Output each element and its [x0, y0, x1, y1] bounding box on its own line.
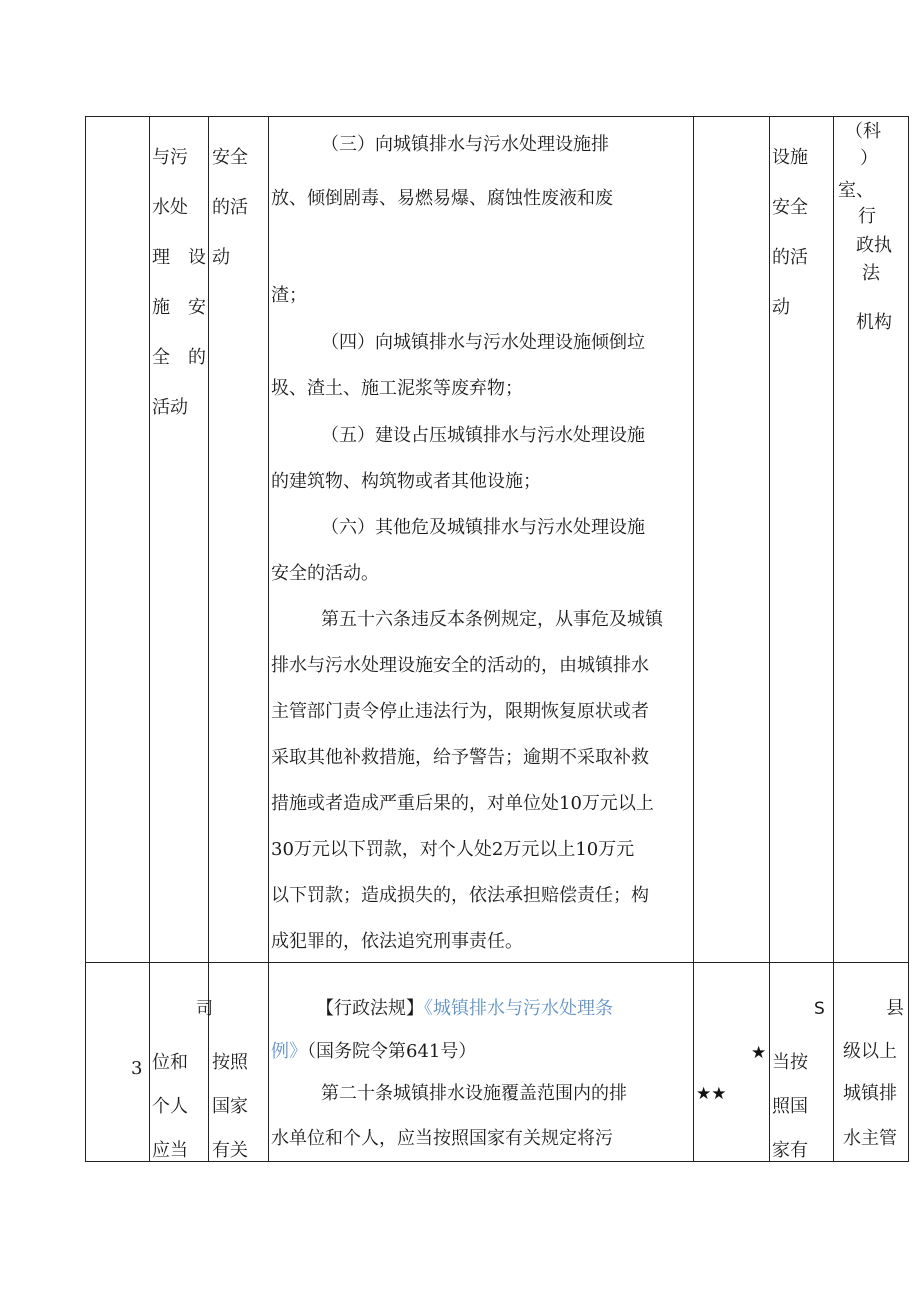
col-border-7 — [908, 116, 909, 1162]
row3-behavior-line: 按照 — [212, 1052, 248, 1073]
content-line: 措施或者造成严重后果的，对单位处10万元以上 — [271, 793, 654, 814]
prev-authority-line: ） — [860, 148, 878, 169]
law-title-end: 例》 — [271, 1041, 307, 1062]
col-border-5 — [769, 116, 770, 1162]
content-line: 第五十六条违反本条例规定，从事危及城镇 — [321, 609, 663, 630]
content-line: 水单位和个人，应当按照国家有关规定将污 — [271, 1128, 613, 1149]
prev-authority-line: 室、 — [838, 180, 874, 201]
content-line: （三）向城镇排水与污水处理设施排 — [321, 134, 609, 155]
prev-authority-line: 政执 — [856, 235, 892, 256]
content-line: 30万元以下罚款，对个人处2万元以上10万元 — [271, 839, 635, 860]
col-border-4 — [693, 116, 694, 1162]
content-line: 圾、渣土、施工泥浆等废弃物； — [271, 378, 523, 399]
row3-authority-line: 城镇排 — [843, 1083, 897, 1104]
row3-behavior-line: 国家 — [212, 1096, 248, 1117]
prev-target-line: 的活 — [772, 247, 808, 268]
row3-target-line: 当按 — [772, 1052, 808, 1073]
prev-item-name-line: 理 设 — [152, 247, 206, 268]
content-line: 排水与污水处理设施安全的活动的，由城镇排水 — [271, 655, 649, 676]
row3-item-name-top: 司 — [196, 999, 213, 1019]
prev-behavior-line: 动 — [212, 247, 230, 268]
row3-target-top: S — [814, 999, 825, 1019]
prev-item-name-line: 水处 — [152, 197, 188, 218]
content-line: 放、倾倒剧毒、易燃易爆、腐蚀性废液和废 — [271, 188, 613, 209]
row3-behavior — [212, 1041, 268, 1173]
prev-behavior — [212, 133, 268, 283]
col-border-6 — [833, 116, 834, 1162]
content-line: 以下罚款；造成损失的，依法承担赔偿责任；构 — [271, 885, 649, 906]
law-heading-line — [316, 998, 613, 1020]
col-border-1 — [149, 116, 150, 1162]
star-rating: ★★ — [696, 1084, 727, 1104]
prev-item-name — [152, 133, 208, 433]
content-line: 的建筑物、构筑物或者其他设施； — [271, 471, 541, 492]
row3-item-name-line: 应当 — [152, 1140, 188, 1161]
prev-item-name-line: 活动 — [152, 397, 188, 418]
row3-authority-line: 县 — [886, 998, 904, 1019]
col-border-0 — [85, 116, 86, 1162]
prev-item-name-line: 与污 — [152, 147, 188, 168]
prev-behavior-line: 安全 — [212, 147, 248, 168]
content-line: （六）其他危及城镇排水与污水处理设施 — [321, 517, 645, 538]
law-type-label: 【行政法规】 — [316, 998, 424, 1019]
row-number: 3 — [131, 1058, 143, 1079]
prev-target-line: 动 — [772, 297, 790, 318]
row3-target-line: 照国 — [772, 1096, 808, 1117]
row3-behavior-line: 有关 — [212, 1140, 248, 1161]
row3-item-name-line: 个人 — [152, 1096, 188, 1117]
prev-authority-line: （科 — [845, 121, 881, 142]
prev-authority-line: 机构 — [856, 312, 892, 333]
prev-item-name-line: 施 安 — [152, 297, 206, 318]
col-border-3 — [268, 116, 269, 1162]
prev-authority-line: 行 — [858, 206, 876, 227]
law-heading-line — [271, 1041, 476, 1063]
content-line: 主管部门责令停止违法行为，限期恢复原状或者 — [271, 701, 649, 722]
row3-target — [772, 1041, 830, 1173]
prev-target-line: 安全 — [772, 197, 808, 218]
prev-authority-line: 法 — [862, 263, 880, 284]
prev-target — [772, 133, 830, 333]
row3-item-name-line: 位和 — [152, 1052, 188, 1073]
content-line: 成犯罪的，依法追究刑事责任。 — [271, 931, 523, 952]
row3-authority-line: 水主管 — [843, 1128, 897, 1149]
content-line: 安全的活动。 — [271, 563, 379, 584]
row3-target-line: 家有 — [772, 1140, 808, 1161]
prev-item-name-line: 全 的 — [152, 347, 206, 368]
content-line: （五）建设占压城镇排水与污水处理设施 — [321, 425, 645, 446]
content-line: 采取其他补救措施，给予警告；逾期不采取补救 — [271, 747, 649, 768]
prev-behavior-line: 的活 — [212, 197, 248, 218]
content-line: 渣； — [271, 285, 307, 306]
law-title: 《城镇排水与污水处理条 — [424, 998, 613, 1019]
law-decree: （国务院令第641号） — [307, 1041, 477, 1062]
content-line: 第二十条城镇排水设施覆盖范围内的排 — [321, 1083, 627, 1104]
row3-item-name — [152, 1041, 208, 1173]
star-rating: ★ — [751, 1043, 767, 1063]
row3-authority-line: 级以上 — [843, 1041, 897, 1062]
prev-target-line: 设施 — [772, 147, 808, 168]
content-line: （四）向城镇排水与污水处理设施倾倒垃 — [321, 332, 645, 353]
